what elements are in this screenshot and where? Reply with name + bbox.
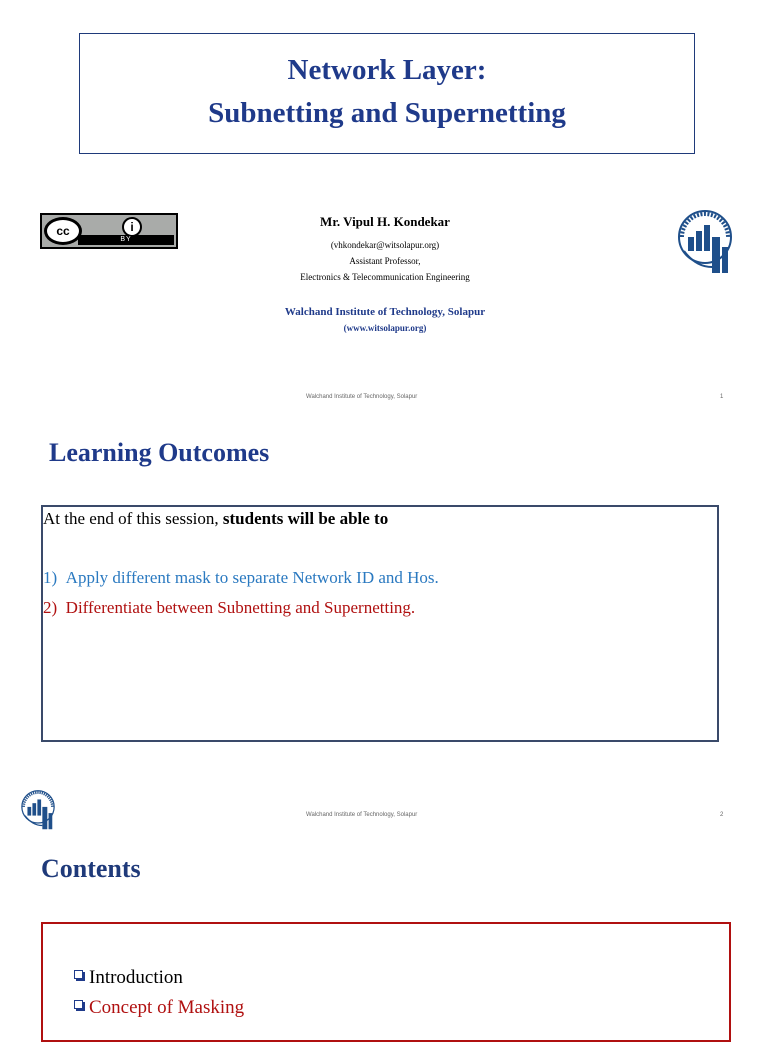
attribution-icon: i xyxy=(122,217,142,237)
outcome-text: Apply different mask to separate Network ID and Hos. xyxy=(65,568,439,587)
institute-logo-icon xyxy=(20,788,56,832)
title-box xyxy=(79,33,695,154)
institute-url: (www.witsolapur.org) xyxy=(343,323,427,333)
title-line-2: Subnetting and Supernetting xyxy=(208,97,566,129)
author-name: Mr. Vipul H. Kondekar xyxy=(320,214,450,229)
by-label: BY xyxy=(78,235,174,245)
outcome-item xyxy=(43,568,439,588)
title-line-1: Network Layer: xyxy=(287,54,487,86)
intro-bold-text: students will be able to xyxy=(222,509,389,528)
contents-heading: Contents xyxy=(41,854,141,883)
learning-outcomes-heading: Learning Outcomes xyxy=(49,438,270,467)
outcome-number: 1) xyxy=(43,568,58,587)
author-email: (vhkondekar@witsolapur.org) xyxy=(330,240,440,250)
learning-outcomes-box xyxy=(41,505,719,742)
institute-logo-icon xyxy=(676,207,734,277)
institute-name: Walchand Institute of Technology, Solapur xyxy=(284,306,486,318)
intro-text: At the end of this session, xyxy=(43,509,223,528)
footer-institute: Walchand Institute of Technology, Solapur xyxy=(306,812,418,818)
creative-commons-by-icon xyxy=(40,213,178,249)
contents-item-label: Introduction xyxy=(89,967,183,988)
square-bullet-icon xyxy=(74,970,83,979)
outcome-number: 2) xyxy=(43,598,58,617)
author-department: Electronics & Telecommunication Engineering xyxy=(300,272,470,282)
square-bullet-icon xyxy=(74,1000,83,1009)
author-title: Assistant Professor, xyxy=(349,256,421,266)
outcomes-intro xyxy=(43,509,388,529)
outcome-item xyxy=(43,598,415,618)
page-number: 1 xyxy=(720,394,724,400)
cc-icon: cc xyxy=(44,217,82,245)
page-number: 2 xyxy=(720,812,724,818)
contents-item xyxy=(74,997,244,1019)
contents-item xyxy=(74,967,183,989)
contents-item-label: Concept of Masking xyxy=(89,997,245,1018)
outcome-text: Differentiate between Subnetting and Supernetting. xyxy=(65,598,416,617)
footer-institute: Walchand Institute of Technology, Solapur xyxy=(306,394,418,400)
